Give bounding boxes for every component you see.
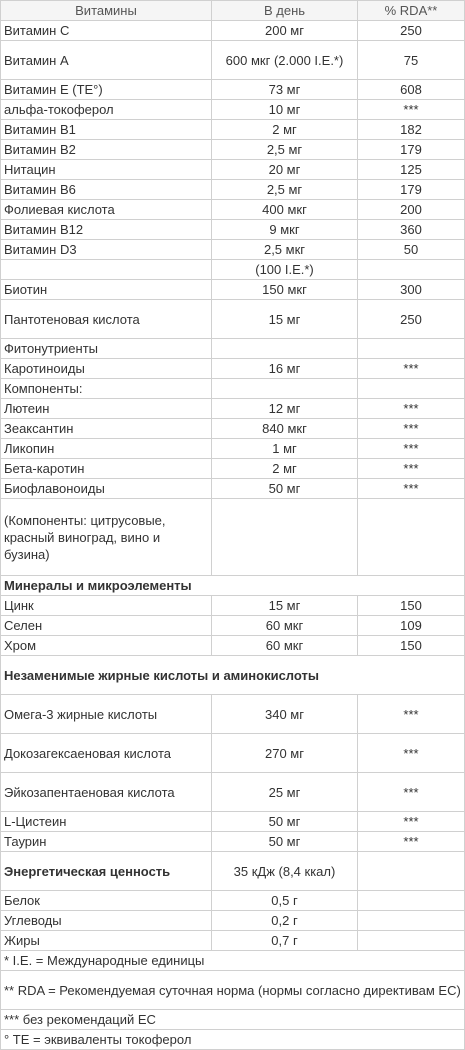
rda-percent: *** — [358, 734, 465, 773]
daily-amount — [212, 339, 358, 359]
footnote-row — [1, 1010, 465, 1030]
rda-percent: 109 — [358, 616, 465, 636]
table-row — [1, 120, 465, 140]
rda-percent — [358, 891, 465, 911]
nutrient-name: Селен — [1, 616, 212, 636]
nutrient-name: Докозагексаеновая кислота — [1, 734, 212, 773]
footnote-text: ** RDA = Рекомендуемая суточная норма (нормы согласно директивам ЕС) — [1, 971, 465, 1010]
daily-amount: 12 мг — [212, 399, 358, 419]
rda-percent — [358, 931, 465, 951]
rda-percent: 75 — [358, 41, 465, 80]
table-row — [1, 140, 465, 160]
nutrient-name: Биотин — [1, 280, 212, 300]
daily-amount: 2 мг — [212, 120, 358, 140]
daily-amount — [212, 499, 358, 576]
nutrient-name: Бета-каротин — [1, 459, 212, 479]
daily-amount: 20 мг — [212, 160, 358, 180]
nutrient-name: L-Цистеин — [1, 812, 212, 832]
nutrient-name: Пантотеновая кислота — [1, 300, 212, 339]
rda-percent — [358, 852, 465, 891]
table-row — [1, 339, 465, 359]
nutrient-name: Зеаксантин — [1, 419, 212, 439]
rda-percent: 250 — [358, 21, 465, 41]
rda-percent: *** — [358, 479, 465, 499]
table-row — [1, 773, 465, 812]
nutrient-name: Жиры — [1, 931, 212, 951]
footnote-text: ° ТЕ = эквиваленты токоферол — [1, 1030, 465, 1050]
daily-amount: 2,5 мг — [212, 180, 358, 200]
nutrient-name: Углеводы — [1, 911, 212, 931]
nutrient-name: Фитонутриенты — [1, 339, 212, 359]
nutrient-name — [1, 260, 212, 280]
daily-amount: 270 мг — [212, 734, 358, 773]
table-row — [1, 260, 465, 280]
nutrient-name: Таурин — [1, 832, 212, 852]
rda-percent: *** — [358, 832, 465, 852]
footnote-row — [1, 971, 465, 1010]
rda-percent: *** — [358, 812, 465, 832]
daily-amount: 2,5 мкг — [212, 240, 358, 260]
nutrient-name: Биофлавоноиды — [1, 479, 212, 499]
daily-amount: 0,7 г — [212, 931, 358, 951]
daily-amount — [212, 379, 358, 399]
rda-percent: *** — [358, 695, 465, 734]
table-row — [1, 359, 465, 379]
daily-amount: 50 мг — [212, 479, 358, 499]
rda-percent — [358, 379, 465, 399]
rda-percent: 300 — [358, 280, 465, 300]
table-row — [1, 911, 465, 931]
table-row — [1, 439, 465, 459]
nutrient-name: Хром — [1, 636, 212, 656]
nutrient-name: (Компоненты: цитрусовые, красный виноград, вино и бузина) — [1, 499, 212, 576]
daily-amount: 35 кДж (8,4 ккал) — [212, 852, 358, 891]
table-row — [1, 160, 465, 180]
daily-amount: 10 мг — [212, 100, 358, 120]
nutrient-name: Энергетическая ценность — [1, 852, 212, 891]
table-row — [1, 931, 465, 951]
nutrient-name: Витамин В12 — [1, 220, 212, 240]
rda-percent: *** — [358, 419, 465, 439]
header-daily: В день — [212, 1, 358, 21]
rda-percent: 182 — [358, 120, 465, 140]
nutrient-name: Витамин В1 — [1, 120, 212, 140]
table-row — [1, 734, 465, 773]
header-vitamins: Витамины — [1, 1, 212, 21]
section-title: Незаменимые жирные кислоты и аминокислоты — [1, 656, 465, 695]
rda-percent — [358, 339, 465, 359]
rda-percent: 150 — [358, 636, 465, 656]
table-row — [1, 419, 465, 439]
nutrient-name: Витамин В2 — [1, 140, 212, 160]
rda-percent: 150 — [358, 596, 465, 616]
footnote-text: * I.E. = Международные единицы — [1, 951, 465, 971]
daily-amount: 2,5 мг — [212, 140, 358, 160]
table-row — [1, 379, 465, 399]
table-row — [1, 852, 465, 891]
rda-percent: *** — [358, 359, 465, 379]
table-row — [1, 41, 465, 80]
nutrient-name: Эйкозапентаеновая кислота — [1, 773, 212, 812]
daily-amount: 0,2 г — [212, 911, 358, 931]
rda-percent: *** — [358, 100, 465, 120]
daily-amount: 840 мкг — [212, 419, 358, 439]
section-header-row — [1, 576, 465, 596]
daily-amount: 60 мкг — [212, 636, 358, 656]
rda-percent — [358, 499, 465, 576]
daily-amount: 25 мг — [212, 773, 358, 812]
rda-percent: *** — [358, 399, 465, 419]
table-row — [1, 180, 465, 200]
table-row — [1, 459, 465, 479]
daily-amount: 60 мкг — [212, 616, 358, 636]
nutrient-name: Лютеин — [1, 399, 212, 419]
nutrient-name: Витамин С — [1, 21, 212, 41]
nutrient-name: Витамин D3 — [1, 240, 212, 260]
rda-percent: 608 — [358, 80, 465, 100]
footnote-row — [1, 951, 465, 971]
daily-amount: 150 мкг — [212, 280, 358, 300]
nutrient-name: Каротиноиды — [1, 359, 212, 379]
rda-percent: 179 — [358, 180, 465, 200]
nutrient-name: Белок — [1, 891, 212, 911]
daily-amount: 50 мг — [212, 832, 358, 852]
daily-amount: 1 мг — [212, 439, 358, 459]
nutrient-name: Омега-3 жирные кислоты — [1, 695, 212, 734]
daily-amount: 15 мг — [212, 596, 358, 616]
table-row — [1, 280, 465, 300]
nutrient-name: Компоненты: — [1, 379, 212, 399]
table-row — [1, 300, 465, 339]
table-row — [1, 636, 465, 656]
daily-amount: 200 мг — [212, 21, 358, 41]
nutrient-name: альфа-токоферол — [1, 100, 212, 120]
table-row — [1, 499, 465, 576]
section-title: Минералы и микроэлементы — [1, 576, 465, 596]
daily-amount: 340 мг — [212, 695, 358, 734]
nutrition-table-body — [1, 1, 465, 1050]
table-row — [1, 695, 465, 734]
rda-percent — [358, 260, 465, 280]
daily-amount: 0,5 г — [212, 891, 358, 911]
rda-percent: 125 — [358, 160, 465, 180]
rda-percent: 360 — [358, 220, 465, 240]
table-row — [1, 479, 465, 499]
nutrient-name: Фолиевая кислота — [1, 200, 212, 220]
header-rda: % RDA** — [358, 1, 465, 21]
daily-amount: 9 мкг — [212, 220, 358, 240]
table-row — [1, 399, 465, 419]
rda-percent: 179 — [358, 140, 465, 160]
rda-percent: 200 — [358, 200, 465, 220]
rda-percent: *** — [358, 459, 465, 479]
daily-amount: 15 мг — [212, 300, 358, 339]
table-header-row — [1, 1, 465, 21]
table-row — [1, 220, 465, 240]
nutrient-name: Ликопин — [1, 439, 212, 459]
daily-amount: 16 мг — [212, 359, 358, 379]
daily-amount: 2 мг — [212, 459, 358, 479]
rda-percent: 50 — [358, 240, 465, 260]
section-header-row — [1, 656, 465, 695]
daily-amount: 400 мкг — [212, 200, 358, 220]
table-row — [1, 200, 465, 220]
table-row — [1, 812, 465, 832]
rda-percent: *** — [358, 439, 465, 459]
nutrient-name: Нитацин — [1, 160, 212, 180]
table-row — [1, 240, 465, 260]
daily-amount: 600 мкг (2.000 I.E.*) — [212, 41, 358, 80]
table-row — [1, 100, 465, 120]
rda-percent: 250 — [358, 300, 465, 339]
table-row — [1, 596, 465, 616]
rda-percent: *** — [358, 773, 465, 812]
table-row — [1, 891, 465, 911]
nutrient-name: Витамин Е (ТЕ°) — [1, 80, 212, 100]
daily-amount: 50 мг — [212, 812, 358, 832]
table-row — [1, 21, 465, 41]
table-row — [1, 616, 465, 636]
table-row — [1, 80, 465, 100]
footnote-text: *** без рекомендаций ЕС — [1, 1010, 465, 1030]
table-row — [1, 832, 465, 852]
nutrient-name: Витамин В6 — [1, 180, 212, 200]
nutrient-name: Цинк — [1, 596, 212, 616]
rda-percent — [358, 911, 465, 931]
daily-amount: 73 мг — [212, 80, 358, 100]
footnote-row — [1, 1030, 465, 1050]
nutrient-name: Витамин А — [1, 41, 212, 80]
daily-amount: (100 I.E.*) — [212, 260, 358, 280]
